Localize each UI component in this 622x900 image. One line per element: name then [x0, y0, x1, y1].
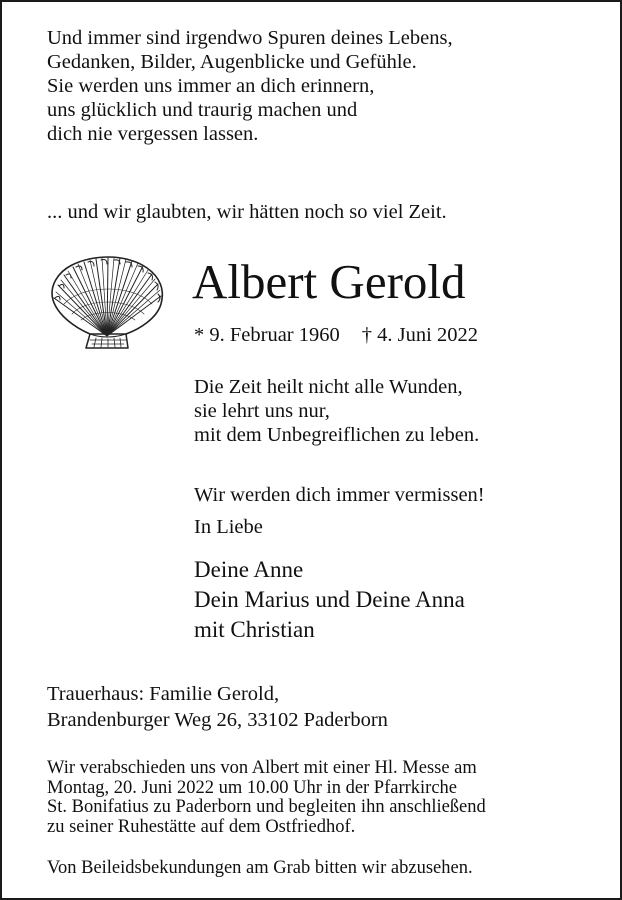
poem-line: Und immer sind irgendwo Spuren deines Lebens, — [47, 27, 453, 49]
mourners-list — [194, 555, 465, 645]
opening-poem — [47, 26, 453, 146]
mourning-house-address — [47, 681, 388, 733]
life-dates — [194, 322, 478, 348]
service-line: Montag, 20. Juni 2022 um 10.00 Uhr in der Pfarrkirche — [47, 777, 458, 798]
memorial-quote — [194, 375, 479, 447]
address-line: Trauerhaus: Familie Gerold, — [47, 683, 280, 705]
service-line: zu seiner Ruhestätte auf dem Ostfriedhof. — [47, 816, 356, 837]
poem-line: Sie werden uns immer an dich erinnern, — [47, 75, 375, 97]
birth-date: * 9. Februar 1960 — [194, 324, 340, 346]
quote-line: sie lehrt uns nur, — [194, 400, 330, 422]
condolence-request: Von Beileidsbekundungen am Grab bitten wir abzusehen. — [47, 858, 473, 878]
poem-line: Gedanken, Bilder, Augenblicke und Gefühle. — [47, 51, 417, 73]
poem-line: uns glücklich und traurig machen und — [47, 99, 358, 121]
service-line: St. Bonifatius zu Paderborn und begleiten ihn anschließend — [47, 797, 486, 817]
scallop-shell-icon — [46, 254, 168, 354]
deceased-name: Albert Gerold — [192, 254, 466, 309]
service-line: Wir verabschieden uns von Albert mit einer Hl. Messe am — [47, 758, 477, 778]
love-line: In Liebe — [194, 516, 263, 538]
tagline: ... und wir glaubten, wir hätten noch so viel Zeit. — [47, 201, 447, 223]
poem-line: dich nie vergessen lassen. — [47, 123, 259, 145]
death-date: † 4. Juni 2022 — [361, 324, 478, 346]
quote-line: mit dem Unbegreiflichen zu leben. — [194, 424, 480, 446]
mourner-line: Deine Anne — [194, 557, 304, 582]
mourner-line: mit Christian — [194, 617, 315, 642]
miss-line: Wir werden dich immer vermissen! — [194, 484, 485, 506]
mourner-line: Dein Marius und Deine Anna — [194, 587, 465, 612]
funeral-service-info — [47, 759, 486, 837]
address-line: Brandenburger Weg 26, 33102 Paderborn — [47, 709, 388, 731]
quote-line: Die Zeit heilt nicht alle Wunden, — [194, 376, 463, 398]
